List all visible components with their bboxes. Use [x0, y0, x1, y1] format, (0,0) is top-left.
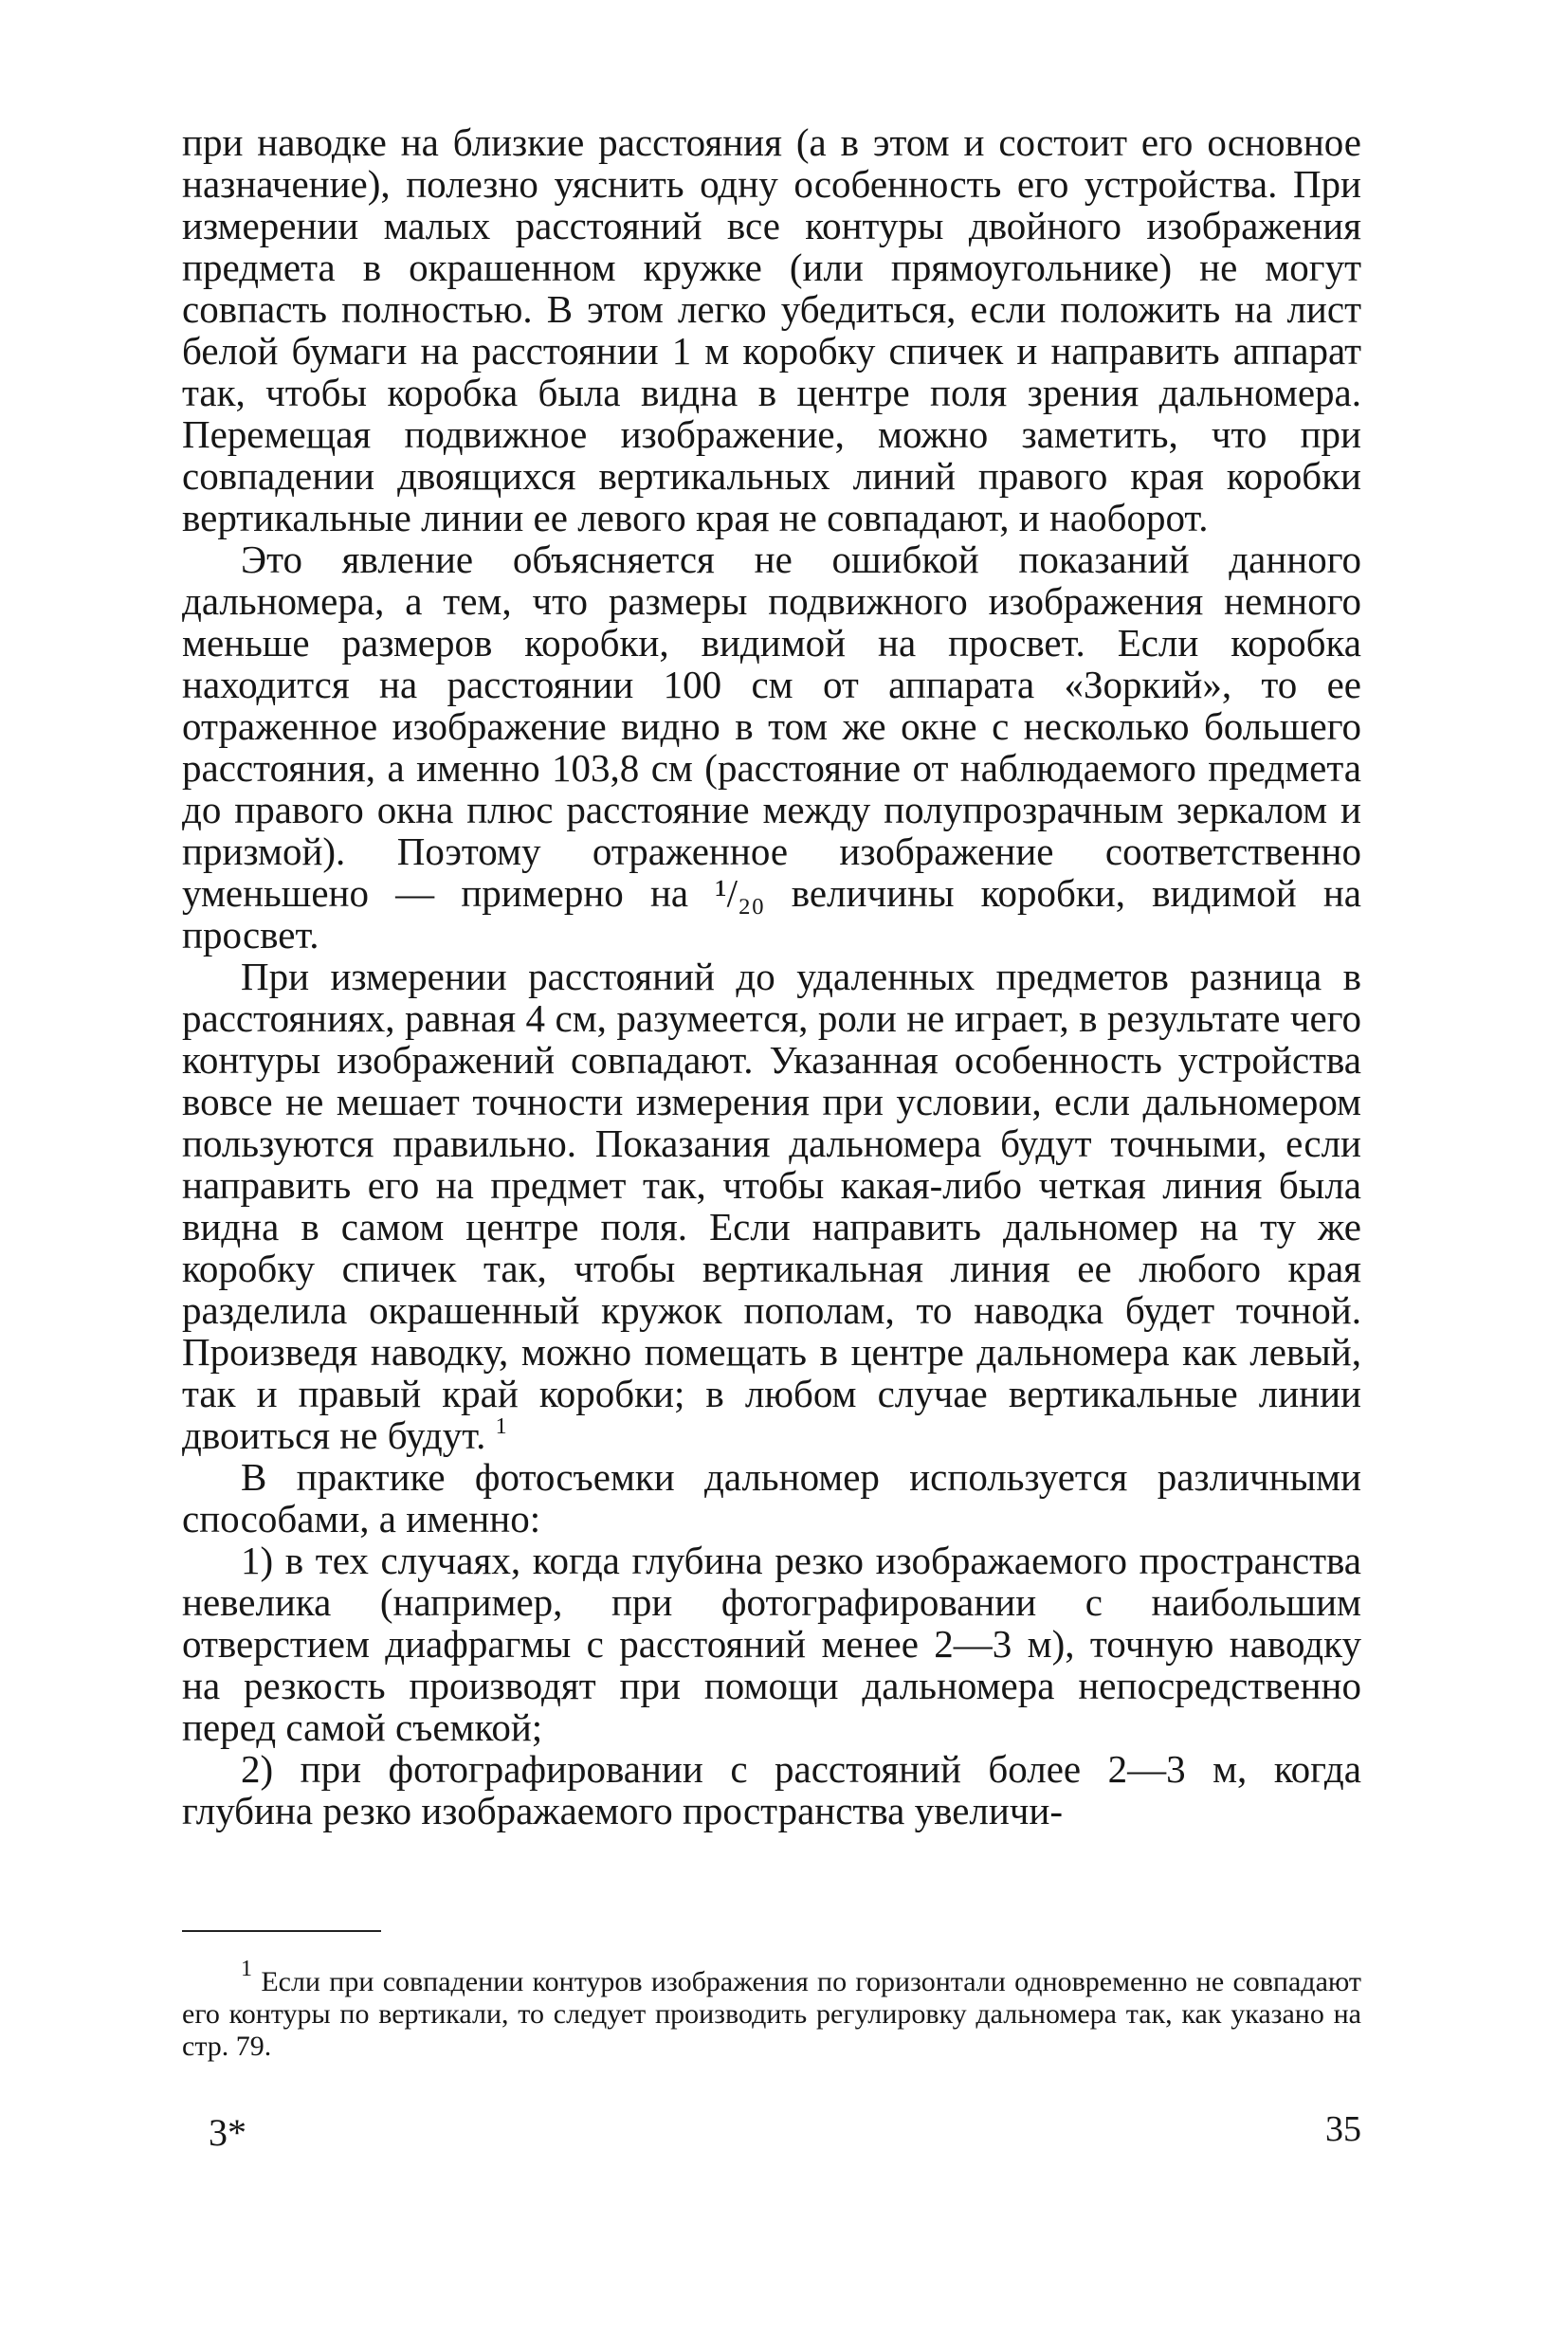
list-item-1: 1) в тех случаях, когда глубина резко изображаемого пространства невелика (например, при фотографировании с наибольшим отверстием диафрагмы с расстояний менее 2—3 м), точную наводку на резкость производят при помощи дальномера непосредственно перед самой съемкой;	[182, 1539, 1361, 1749]
paragraph-3-text: При измерении расстояний до удаленных предметов разница в расстояниях, равная 4 см, разумеется, роли не играет, в результате чего контуры изображений совпадают. Указанная особенность устройства вовсе не мешает точности измерения при условии, если дальномером пользуются правильно. Показания дальномера будут точными, если направить его на предмет так, чтобы какая-либо четкая линия была видна в самом центре поля. Если направить дальномер на ту же коробку спичек так, чтобы вертикальная линия ее любого края разделила окрашенный кружок пополам, то наводка будет точной. Произведя наводку, можно помещать в центре дальномера как левый, так и правый край коробки; в любом случае вертикальные линии двоиться не будут.	[182, 955, 1361, 1457]
list-item-2: 2) при фотографировании с расстояний более 2—3 м, когда глубина резко изображаемого пространства увеличи-	[182, 1747, 1361, 1832]
footnote-marker: 1	[241, 1957, 252, 1981]
footnote-text: Если при совпадении контуров изображения по горизонтали одновременно не совпадают его контуры по вертикали, то следует производить регулировку дальномера так, как указано на стр. 79.	[182, 1966, 1362, 2062]
footnote-divider	[182, 1930, 381, 1932]
printer-signature-mark: 3*	[209, 2111, 246, 2154]
paragraph-4: В практике фотосъемки дальномер используется различными способами, а именно:	[182, 1455, 1361, 1540]
main-text	[182, 121, 1361, 1832]
paragraph-1: при наводке на близкие расстояния (а в этом и состоит его основное назначение), полезно уяснить одну особенность его устройства. При измерении малых расстояний все контуры двойного изображения предмета в окрашенном кружке (или прямоугольнике) не могут совпасть полностью. В этом легко убедиться, если положить на лист белой бумаги на расстоянии 1 м коробку спичек и направить аппарат так, чтобы коробка была видна в центре поля зрения дальномера. Перемещая подвижное изображение, можно заметить, что при совпадении двоящихся вертикальных линий правого края коробки вертикальные линии ее левого края не совпадают, и наоборот.	[182, 120, 1361, 539]
footnote	[182, 1957, 1362, 2063]
footnote-reference: 1	[495, 1414, 507, 1439]
paragraph-2: Это явление объясняется не ошибкой показаний данного дальномера, а тем, что размеры подвижного изображения немного меньше размеров коробки, видимой на просвет. Если коробка находится на расстоянии 100 см от аппарата «Зоркий», то ее отраженное изображение видно в том же окне с несколько большего расстояния, а именно 103,8 см (расстояние от наблюдаемого предмета до правого окна плюс расстояние между полупрозрачным зеркалом и призмой). Поэтому отраженное изображение соответственно уменьшено — примерно на ¹/₂₀ величины коробки, видимой на просвет.	[182, 538, 1361, 957]
page-number: 35	[1325, 2109, 1361, 2149]
paragraph-3	[182, 956, 1361, 1456]
